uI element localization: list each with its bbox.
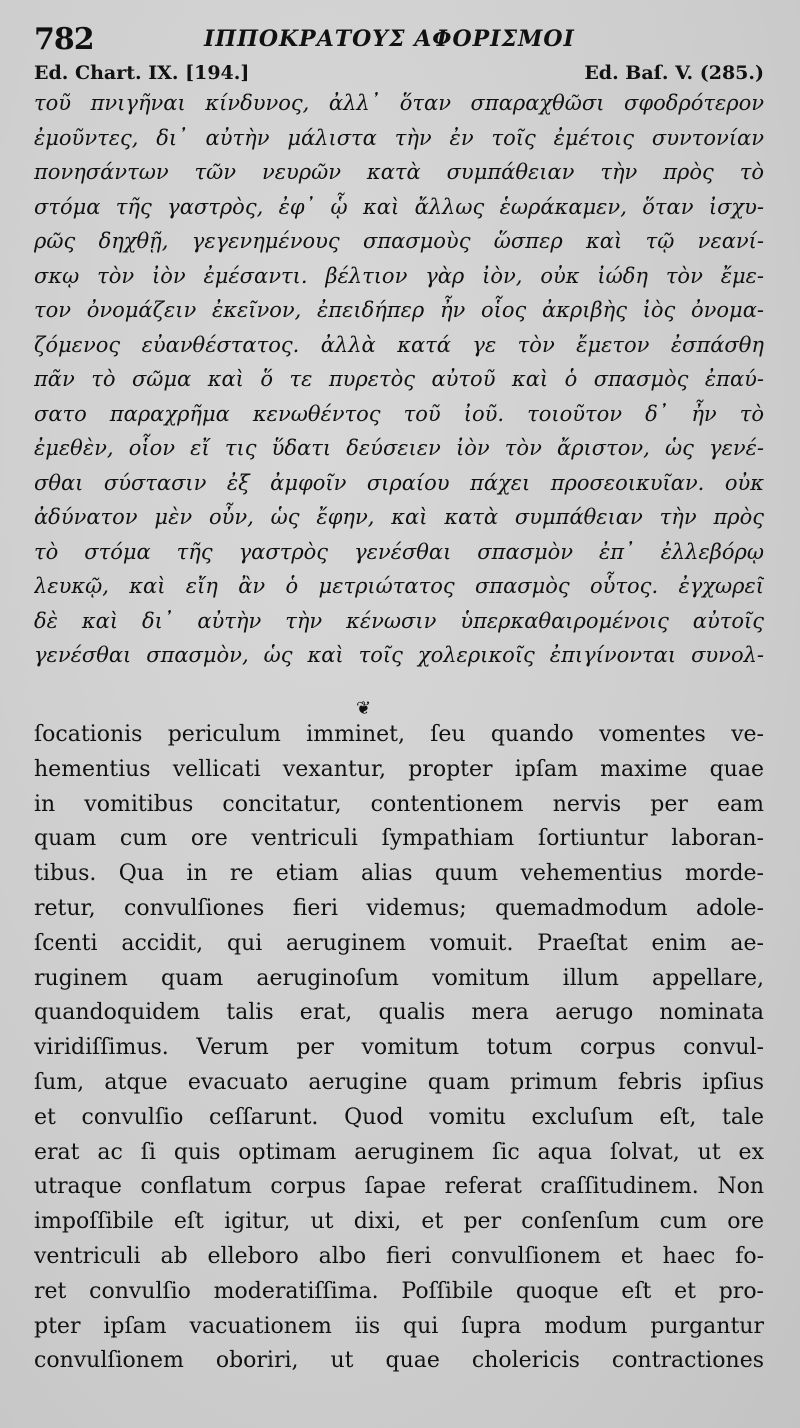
greek-text-line: σατο παραχρῆμα κενωθέντος τοῦ ἰοῦ. τοιοῦτον δ᾽ ἦν τὸ	[34, 401, 764, 426]
latin-text-line: in vomitibus concitatur, contentionem nervis per eam	[34, 791, 764, 817]
latin-text-line: utraque conflatum corpus ſapae referat craſſitudinem. Non	[34, 1174, 764, 1200]
latin-text-line: ret convulſio moderatiſſima. Poſſibile quoque eſt et pro-	[34, 1278, 764, 1304]
latin-text	[34, 718, 764, 1379]
latin-text-line: impoſſibile eſt igitur, ut dixi, et per conſenſum cum ore	[34, 1209, 764, 1235]
greek-text-line: ἀδύνατον μὲν οὖν, ὡς ἔφην, καὶ κατὰ συμπάθειαν τὴν πρὸς	[34, 505, 764, 529]
greek-text-line: τον ὀνομάζειν ἐκεῖνον, ἐπειδήπερ ἦν οἷος ἀκριβὴς ἰὸς ὀνομα-	[34, 298, 764, 322]
greek-text-line: πᾶν τὸ σῶμα καὶ ὅ τε πυρετὸς αὐτοῦ καὶ ὁ σπασμὸς ἐπαύ-	[34, 367, 764, 391]
latin-text-line: ventriculi ab elleboro albo fieri convulſionem et haec fo-	[34, 1243, 764, 1269]
greek-text-line: πονησάντων τῶν νευρῶν κατὰ συμπάθειαν τὴν πρὸς τὸ	[34, 160, 764, 184]
latin-text-line: quam cum ore ventriculi ſympathiam ſortiuntur laboran-	[34, 826, 764, 852]
greek-text-line: σκῳ τὸν ἰὸν ἐμέσαντι. βέλτιον γὰρ ἰὸν, οὐκ ἰώδη τὸν ἔμε-	[34, 263, 764, 288]
latin-text-line: retur, convulſiones fieri videmus; quemadmodum adole-	[34, 895, 764, 921]
running-title: ΙΠΠΟΚΡΑΤΟΥΣ ΑΦΟΡΙΣΜΟΙ	[204, 26, 575, 52]
greek-text-line: σθαι σύστασιν ἐξ ἀμφοῖν σιραίου πάχει προσεοικυῖαν. οὐκ	[34, 470, 764, 495]
edition-basel: Ed. Baſ. V. (285.)	[584, 62, 764, 84]
latin-text-line: hementius vellicati vexantur, propter ipſam maxime quae	[34, 756, 764, 782]
edition-chartier: Ed. Chart. IX. [194.]	[34, 62, 250, 84]
greek-text-line: τοῦ πνιγῆναι κίνδυνος, ἀλλ᾽ ὅταν σπαραχθῶσι σφοδρότερον	[34, 91, 764, 115]
latin-text-line: erat ac ſi quis optimam aeruginem ſic aqua ſolvat, ut ex	[34, 1139, 764, 1165]
greek-text-line: λευκῷ, καὶ εἴη ἂν ὁ μετριώτατος σπασμὸς οὗτος. ἐγχωρεῖ	[34, 574, 764, 598]
latin-text-line: tibus. Qua in re etiam alias quum vehementius morde-	[34, 861, 764, 887]
greek-text-line: ἐμοῦντες, δι᾽ αὐτὴν μάλιστα τὴν ἐν τοῖς ἐμέτοις συντονίαν	[34, 125, 764, 150]
latin-text-line: ſum, atque evacuato aerugine quam primum febris ipſius	[34, 1069, 764, 1095]
latin-text-line: ruginem quam aeruginoſum vomitum illum appellare,	[34, 965, 764, 991]
greek-text-line: γενέσθαι σπασμὸν, ὡς καὶ τοῖς χολερικοῖς ἐπιγίνονται συνολ-	[34, 643, 764, 667]
latin-text-line: ſocationis periculum imminet, ſeu quando vomentes ve-	[34, 722, 764, 747]
latin-text-line: convulſionem oboriri, ut quae cholericis contractiones	[34, 1348, 764, 1374]
latin-text-line: et convulſio ceſſarunt. Quod vomitu excluſum eſt, tale	[34, 1104, 764, 1130]
latin-text-line: quandoquidem talis erat, qualis mera aerugo nominata	[34, 1000, 764, 1026]
latin-text-line: viridiſſimus. Verum per vomitum totum corpus convul-	[34, 1035, 764, 1061]
page-header	[34, 18, 764, 58]
greek-text-line: ζόμενος εὐανθέστατος. ἀλλὰ κατά γε τὸν ἔμετον ἐσπάσθη	[34, 332, 764, 357]
page-number: 782	[34, 22, 94, 57]
latin-text-line: ſcenti accidit, qui aeruginem vomuit. Praeſtat enim ae-	[34, 930, 764, 956]
section-separator-mark: ❦	[356, 698, 372, 719]
greek-text-line: δὲ καὶ δι᾽ αὐτὴν τὴν κένωσιν ὑπερκαθαιρομένοις αὐτοῖς	[34, 608, 764, 633]
greek-text-line: ρῶς δηχθῇ, γεγενημένους σπασμοὺς ὥσπερ καὶ τῷ νεανί-	[34, 229, 764, 253]
greek-text-line: τὸ στόμα τῆς γαστρὸς γενέσθαι σπασμὸν ἐπ᾽ ἐλλεβόρῳ	[34, 539, 764, 564]
greek-text	[34, 86, 764, 673]
greek-text-line: στόμα τῆς γαστρὸς, ἐφ᾽ ᾧ καὶ ἄλλως ἑωράκαμεν, ὅταν ἰσχυ-	[34, 194, 764, 219]
greek-text-line: ἐμεθὲν, οἷον εἴ τις ὕδατι δεύσειεν ἰὸν τὸν ἄριστον, ὡς γενέ-	[34, 436, 764, 460]
latin-text-line: pter ipſam vacuationem iis qui ſupra modum purgantur	[34, 1313, 764, 1339]
